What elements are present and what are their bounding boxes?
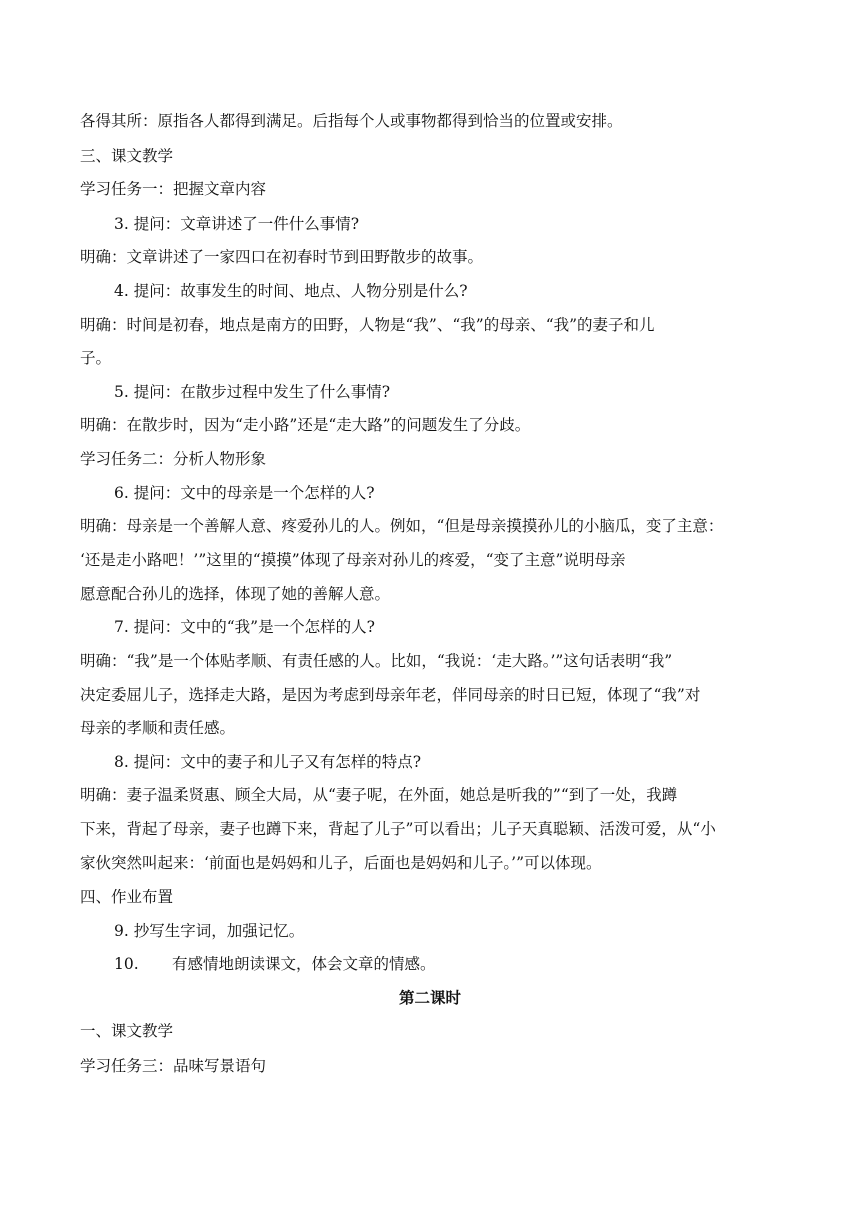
task-heading: 学习任务三：品味写景语句 [80,1057,267,1075]
answer-8-line-3: 家伙突然叫起来：‘前面也是妈妈和儿子，后面也是妈妈和儿子。’”可以体现。 [80,854,602,872]
answer-8-line-2: 下来，背起了母亲，妻子也蹲下来，背起了儿子”可以看出；儿子天真聪颖、活泼可爱，从“小 [80,820,716,838]
answer-4-line-2: 子。 [80,349,112,367]
question-7: 7. 提问：文中的“我”是一个怎样的人? [114,618,375,636]
section-heading: 三、课文教学 [80,147,174,165]
task-heading: 学习任务二：分析人物形象 [80,450,267,468]
answer-8-line-1: 明确：妻子温柔贤惠、顾全大局，从“妻子呢，在外面，她总是听我的”“到了一处，我蹲 [80,786,678,804]
definition-line: 各得其所：原指各人都得到满足。后指每个人或事物都得到恰当的位置或安排。 [80,112,623,130]
section-heading: 一、课文教学 [80,1022,174,1040]
question-5: 5. 提问：在散步过程中发生了什么事情? [114,383,391,401]
answer-3: 明确：文章讲述了一家四口在初春时节到田野散步的故事。 [80,248,484,266]
answer-5: 明确：在散步时，因为“走小路”还是“走大路”的问题发生了分歧。 [80,416,531,434]
answer-7-line-1: 明确：“我”是一个体贴孝顺、有责任感的人。比如，“我说：‘走大路。’”这句话表明“我” [80,652,673,670]
question-8: 8. 提问：文中的妻子和儿子又有怎样的特点? [114,753,422,771]
lesson-title: 第二课时 [398,988,461,1007]
answer-7-line-2: 决定委屈儿子，选择走大路，是因为考虑到母亲年老，伴同母亲的时日已短，体现了“我”对 [80,686,701,704]
answer-7-line-3: 母亲的孝顺和责任感。 [80,719,236,737]
answer-4-line-1: 明确：时间是初春，地点是南方的田野，人物是“我”、“我”的母亲、“我”的妻子和儿 [80,316,655,334]
question-3: 3. 提问：文章讲述了一件什么事情? [114,215,360,233]
question-4: 4. 提问：故事发生的时间、地点、人物分别是什么? [114,282,468,300]
question-6: 6. 提问：文中的母亲是一个怎样的人? [114,484,375,502]
answer-6-line-2: ‘还是走小路吧！’”这里的“摸摸”体现了母亲对孙儿的疼爱，“变了主意”说明母亲 [80,551,626,569]
answer-6-line-1: 明确：母亲是一个善解人意、疼爱孙儿的人。例如，“但是母亲摸摸孙儿的小脑瓜，变了主意： [80,517,724,535]
section-heading: 四、作业布置 [80,888,174,906]
homework-item-9: 9. 抄写生字词，加强记忆。 [114,922,305,940]
answer-6-line-3: 愿意配合孙儿的选择，体现了她的善解人意。 [80,585,391,603]
homework-item-10-number: 10. [114,955,139,973]
task-heading: 学习任务一：把握文章内容 [80,180,267,198]
homework-item-10-text: 有感情地朗读课文，体会文章的情感。 [172,955,436,973]
